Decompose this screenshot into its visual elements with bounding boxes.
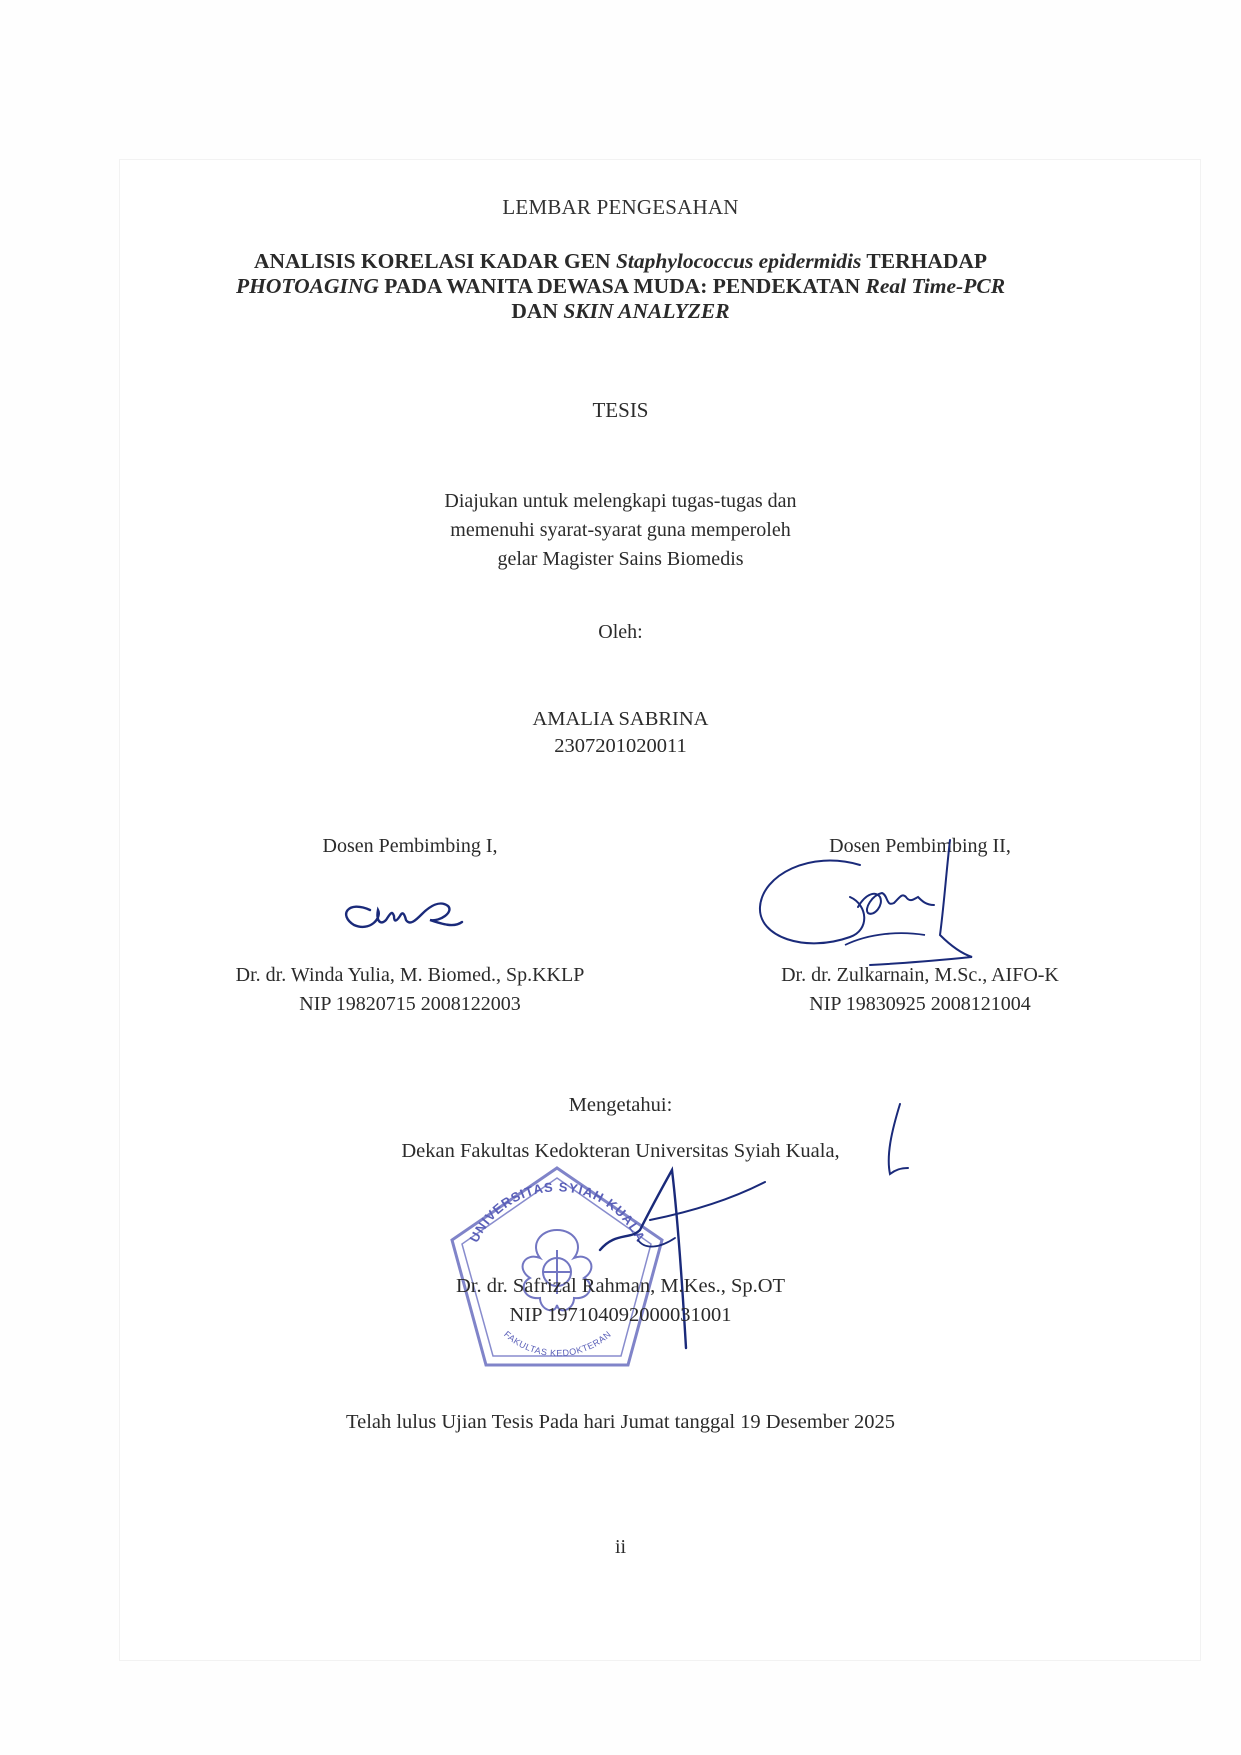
student-info <box>0 706 1241 760</box>
stamp-top-text: UNIVERSITAS SYIAH KUALA <box>466 1179 649 1245</box>
supervisor-1-role: Dosen Pembimbing I, <box>322 835 498 857</box>
supervisor-2-role: Dosen Pembimbing II, <box>829 835 1011 857</box>
dean-name: Dr. dr. Safrizal Rahman, M.Kes., Sp.OT <box>455 1275 786 1297</box>
scanned-sheet <box>120 160 1200 1660</box>
thesis-title <box>0 249 1241 324</box>
supervisor-1-name: Dr. dr. Winda Yulia, M. Biomed., Sp.KKLP <box>235 964 585 986</box>
thesis-title-line-3: DAN SKIN ANALYZER <box>511 299 730 323</box>
page-number: ii <box>614 1536 627 1558</box>
supervisor-2-nip: NIP 19830925 2008121004 <box>809 993 1031 1015</box>
stamp-bottom-text: FAKULTAS KEDOKTERAN <box>502 1329 613 1359</box>
by-label: Oleh: <box>598 621 643 643</box>
document-type: TESIS <box>592 398 649 422</box>
supervisor-1-details <box>190 961 630 1019</box>
dean-details <box>0 1272 1241 1330</box>
purpose-statement: Diajukan untuk melengkapi tugas-tugas dan memenuhi syarat-syarat guna memperoleh gelar Magister Sains Biomedis <box>444 490 797 570</box>
supervisor-2-details <box>720 961 1120 1019</box>
student-id: 2307201020011 <box>554 735 687 757</box>
supervisor-2-signature <box>750 835 980 970</box>
approval-label: Mengetahui: <box>568 1094 673 1116</box>
thesis-title-line-1: ANALISIS KORELASI KADAR GEN Staphylococcus epidermidis TERHADAP <box>253 249 988 273</box>
supervisor-2-name: Dr. dr. Zulkarnain, M.Sc., AIFO-K <box>781 964 1059 986</box>
dean-nip: NIP 197104092000031001 <box>509 1304 732 1326</box>
thesis-title-line-2: PHOTOAGING PADA WANITA DEWASA MUDA: PENDEKATAN Real Time-PCR <box>235 274 1006 298</box>
sheet-title: LEMBAR PENGESAHAN <box>502 195 739 219</box>
dean-title: Dekan Fakultas Kedokteran Universitas Syiah Kuala, <box>401 1140 840 1162</box>
exam-passed-statement: Telah lulus Ujian Tesis Pada hari Jumat tanggal 19 Desember 2025 <box>346 1411 895 1433</box>
supervisor-1-nip: NIP 19820715 2008122003 <box>299 993 521 1015</box>
supervisor-1-signature <box>330 870 480 950</box>
student-name: AMALIA SABRINA <box>532 708 709 730</box>
